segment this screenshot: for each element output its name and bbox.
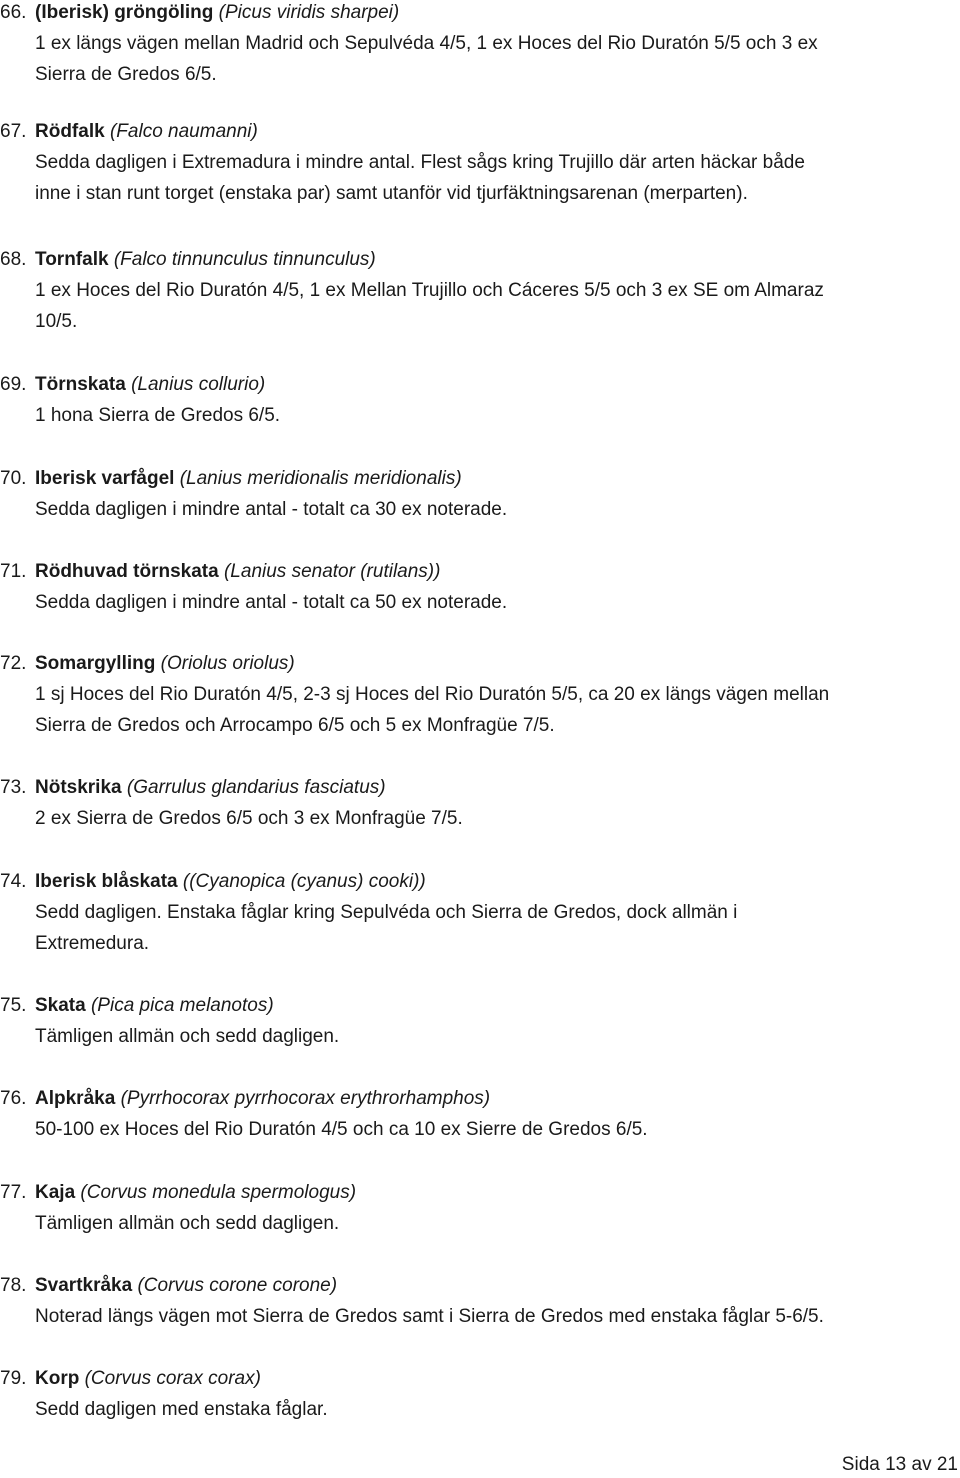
entry-number: 79. bbox=[0, 1368, 27, 1389]
entry-heading bbox=[0, 369, 956, 400]
entry-text-line: Sedda dagligen i mindre antal - totalt ca 30 ex noterade. bbox=[35, 499, 508, 520]
scientific-name: (Lanius collurio) bbox=[131, 374, 266, 395]
common-name: Iberisk blåskata bbox=[35, 871, 178, 892]
scientific-name: (Corvus corone corone) bbox=[137, 1275, 338, 1296]
common-name: Nötskrika bbox=[35, 777, 122, 798]
entry-number: 68. bbox=[0, 249, 27, 270]
entry-heading bbox=[0, 1363, 956, 1394]
entry-number: 77. bbox=[0, 1182, 27, 1203]
common-name: Skata bbox=[35, 995, 86, 1016]
species-entry bbox=[0, 866, 956, 959]
entry-heading bbox=[0, 0, 956, 28]
entry-number: 69. bbox=[0, 374, 27, 395]
common-name: Svartkråka bbox=[35, 1275, 133, 1296]
species-entry bbox=[0, 1177, 956, 1239]
species-entry bbox=[0, 463, 956, 525]
entry-heading bbox=[0, 866, 956, 897]
entry-number: 71. bbox=[0, 561, 27, 582]
common-name: Alpkråka bbox=[35, 1088, 116, 1109]
entry-heading bbox=[0, 116, 956, 147]
entry-text-line: Tämligen allmän och sedd dagligen. bbox=[35, 1026, 340, 1047]
entry-text-line: 1 ex Hoces del Rio Duratón 4/5, 1 ex Mellan Trujillo och Cáceres 5/5 och 3 ex SE om Almaraz bbox=[35, 280, 824, 301]
entry-text-line: Sedda dagligen i Extremadura i mindre antal. Flest sågs kring Trujillo där arten häckar både bbox=[35, 152, 805, 173]
species-entry bbox=[0, 1083, 956, 1145]
species-entry bbox=[0, 1270, 956, 1332]
entry-heading bbox=[0, 1270, 956, 1301]
entry-number: 70. bbox=[0, 468, 27, 489]
scientific-name: ((Cyanopica (cyanus) cooki)) bbox=[182, 871, 426, 892]
entry-heading bbox=[0, 1177, 956, 1208]
entry-number: 73. bbox=[0, 777, 27, 798]
common-name: (Iberisk) gröngöling bbox=[35, 2, 214, 23]
common-name: Iberisk varfågel bbox=[35, 468, 175, 489]
scientific-name: (Pica pica melanotos) bbox=[90, 995, 274, 1016]
scientific-name: (Pyrrhocorax pyrrhocorax erythrorhamphos) bbox=[120, 1088, 491, 1109]
species-entry bbox=[0, 0, 956, 90]
entry-text-line: 1 ex längs vägen mellan Madrid och Sepulvéda 4/5, 1 ex Hoces del Rio Duratón 5/5 och 3 ex bbox=[35, 33, 818, 54]
entry-text-line: Sedd dagligen med enstaka fåglar. bbox=[35, 1399, 328, 1420]
entry-heading bbox=[0, 990, 956, 1021]
scientific-name: (Falco tinnunculus tinnunculus) bbox=[113, 249, 376, 270]
entry-text-line: Sedda dagligen i mindre antal - totalt ca 50 ex noterade. bbox=[35, 592, 508, 613]
scientific-name: (Lanius meridionalis meridionalis) bbox=[179, 468, 462, 489]
entry-number: 76. bbox=[0, 1088, 27, 1109]
scientific-name: (Falco naumanni) bbox=[109, 121, 258, 142]
species-entry bbox=[0, 556, 956, 618]
entry-text-line: inne i stan runt torget (enstaka par) samt utanför vid tjurfäktningsarenan (merparten). bbox=[35, 183, 748, 204]
species-entry bbox=[0, 648, 956, 741]
entry-number: 78. bbox=[0, 1275, 27, 1296]
entry-text-line: Sedd dagligen. Enstaka fåglar kring Sepulvéda och Sierra de Gredos, dock allmän i bbox=[35, 902, 738, 923]
species-entry bbox=[0, 244, 956, 337]
scientific-name: (Corvus monedula spermologus) bbox=[80, 1182, 357, 1203]
entry-number: 72. bbox=[0, 653, 27, 674]
scientific-name: (Oriolus oriolus) bbox=[160, 653, 295, 674]
common-name: Törnskata bbox=[35, 374, 126, 395]
entry-heading bbox=[0, 556, 956, 587]
common-name: Rödfalk bbox=[35, 121, 105, 142]
species-entry bbox=[0, 369, 956, 431]
entry-heading bbox=[0, 244, 956, 275]
scientific-name: (Corvus corax corax) bbox=[84, 1368, 261, 1389]
entry-text-line: Extremedura. bbox=[35, 933, 150, 954]
entry-heading bbox=[0, 463, 956, 494]
entry-text-line: 1 sj Hoces del Rio Duratón 4/5, 2-3 sj Hoces del Rio Duratón 5/5, ca 20 ex längs vägen mellan bbox=[35, 684, 830, 705]
entry-number: 67. bbox=[0, 121, 27, 142]
entry-number: 66. bbox=[0, 2, 27, 23]
entry-text-line: Tämligen allmän och sedd dagligen. bbox=[35, 1213, 340, 1234]
scientific-name: (Picus viridis sharpei) bbox=[218, 2, 400, 23]
common-name: Korp bbox=[35, 1368, 80, 1389]
common-name: Tornfalk bbox=[35, 249, 109, 270]
entry-text-line: 50-100 ex Hoces del Rio Duratón 4/5 och ca 10 ex Sierre de Gredos 6/5. bbox=[35, 1119, 648, 1140]
entry-number: 74. bbox=[0, 871, 27, 892]
species-entry bbox=[0, 990, 956, 1052]
entry-text-line: 1 hona Sierra de Gredos 6/5. bbox=[35, 405, 281, 426]
species-entry bbox=[0, 116, 956, 209]
entry-number: 75. bbox=[0, 995, 27, 1016]
scientific-name: (Lanius senator (rutilans)) bbox=[223, 561, 441, 582]
species-entry bbox=[0, 772, 956, 834]
entry-text-line: 10/5. bbox=[35, 311, 78, 332]
page-number: Sida 13 av 21 bbox=[841, 1454, 958, 1475]
entry-text-line: Sierra de Gredos 6/5. bbox=[35, 64, 217, 85]
common-name: Rödhuvad törnskata bbox=[35, 561, 219, 582]
entry-heading bbox=[0, 1083, 956, 1114]
scientific-name: (Garrulus glandarius fasciatus) bbox=[126, 777, 386, 798]
species-entry bbox=[0, 1363, 956, 1425]
entry-text-line: Sierra de Gredos och Arrocampo 6/5 och 5 ex Monfragüe 7/5. bbox=[35, 715, 555, 736]
entry-text-line: Noterad längs vägen mot Sierra de Gredos samt i Sierra de Gredos med enstaka fåglar 5-6/5. bbox=[35, 1306, 824, 1327]
entry-heading bbox=[0, 772, 956, 803]
entry-heading bbox=[0, 648, 956, 679]
entry-text-line: 2 ex Sierra de Gredos 6/5 och 3 ex Monfragüe 7/5. bbox=[35, 808, 463, 829]
common-name: Kaja bbox=[35, 1182, 76, 1203]
common-name: Somargylling bbox=[35, 653, 156, 674]
